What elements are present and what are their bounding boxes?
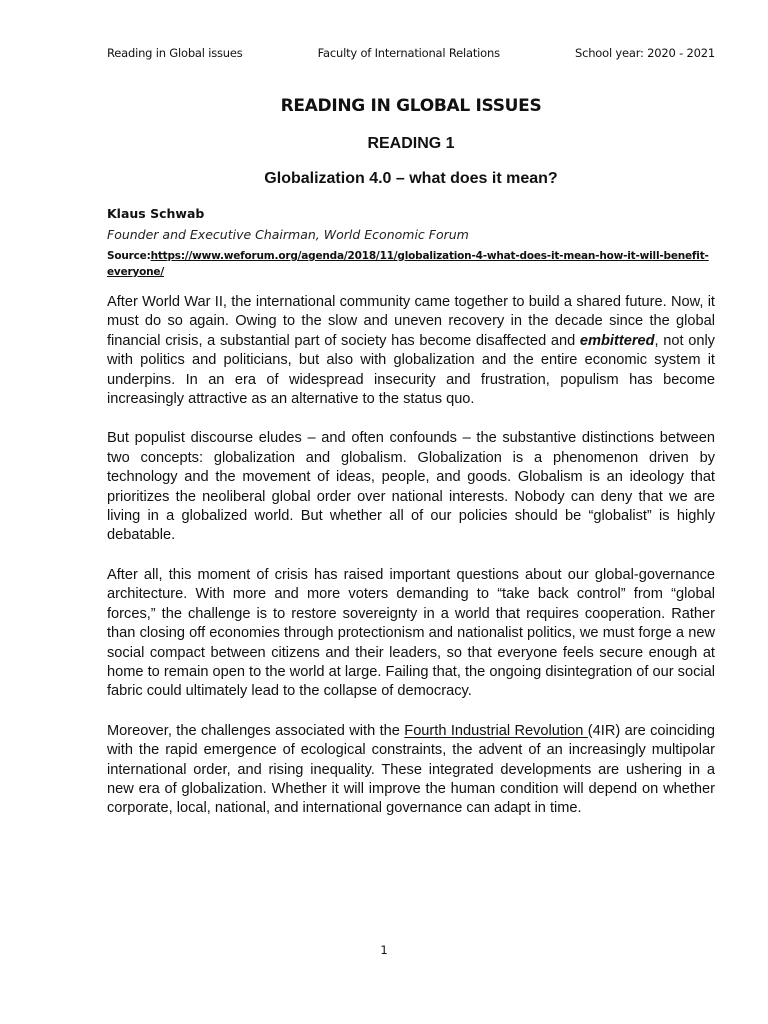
- document-title: READING IN GLOBAL ISSUES: [280, 96, 542, 116]
- header-school-year: School year: 2020 - 2021: [574, 46, 715, 60]
- fourth-industrial-revolution-link[interactable]: Fourth Industrial Revolution: [404, 722, 588, 739]
- article-body: [107, 293, 715, 839]
- source-link[interactable]: https://www.weforum.org/agenda/2018/11/globalization-4-what-does-it-mean-how-it-will-benefit-everyone/: [107, 250, 709, 278]
- running-header: [107, 46, 715, 60]
- source-line: [107, 248, 715, 280]
- reading-number: READING 1: [367, 135, 455, 152]
- source-label: Source:: [107, 250, 151, 262]
- author-role: Founder and Executive Chairman, World Economic Forum: [107, 227, 469, 242]
- paragraph-1-text-end: , not only with politics and politicians, but also with globalization and the entire economic system it underpins. In an era of widespread insecurity and frustration, populism has become increasingly attractive as an alternative to the status quo.: [107, 332, 715, 408]
- paragraph-4-text-end: (4IR) are coinciding with the rapid emergence of ecological constraints, the advent of an increasingly multipolar international order, and rising inequality. These integrated developments are ushering in a new era of globalization. Whether it will improve the human condition will depend on whether corporate, local, national, and international governance can adapt in time.: [107, 722, 715, 817]
- paragraph-1: [107, 293, 715, 409]
- paragraph-4-text-start: Moreover, the challenges associated with the: [107, 722, 405, 739]
- author-name: Klaus Schwab: [107, 206, 205, 221]
- article-title: Globalization 4.0 – what does it mean?: [264, 170, 558, 187]
- paragraph-3: After all, this moment of crisis has raised important questions about our global-governance architecture. With more and more voters demanding to “take back control” from “global forces,” the challenge is to restore sovereignty in a world that requires cooperation. Rather than closing off economies through protectionism and nationalist politics, we must forge a new social compact between citizens and their leaders, so that everyone feels secure enough at home to remain open to the world at large. Failing that, the ongoing disintegration of our social fabric could ultimately lead to the collapse of democracy.: [107, 566, 715, 700]
- header-course-name: Reading in Global issues: [107, 46, 243, 60]
- page-number: 1: [380, 943, 388, 957]
- paragraph-2: But populist discourse eludes – and often confounds – the substantive distinctions between two concepts: globalization and globalism. Globalization is a phenomenon driven by technology and the movement of ideas, people, and goods. Globalism is an ideology that prioritizes the neoliberal global order over national interests. Nobody can deny that we are living in a globalized world. But whether all of our policies should be “globalist” is highly debatable.: [107, 430, 715, 544]
- header-faculty: Faculty of International Relations: [317, 46, 500, 60]
- paragraph-4: [107, 722, 715, 819]
- paragraph-1-text-start: After World War II, the international community came together to build a shared future. Now, it must do so again. Owing to the slow and uneven recovery in the decade since the global financial crisis, a substantial part of society has become disaffected and: [107, 294, 715, 349]
- emphasized-word: embittered: [579, 332, 655, 349]
